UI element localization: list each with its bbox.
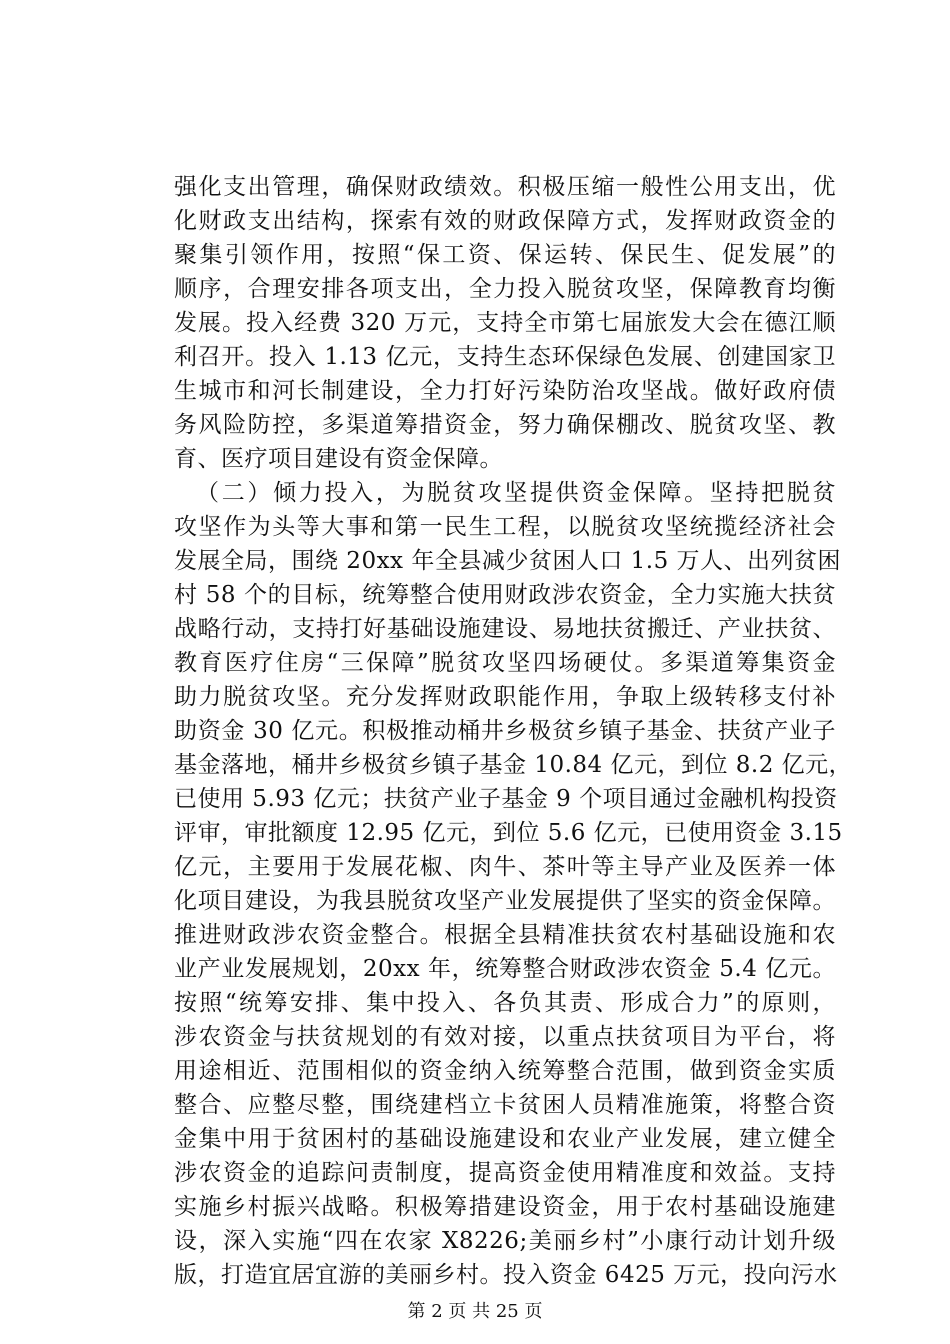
text-line: 强化支出管理，确保财政绩效。积极压缩一般性公用支出，优: [174, 174, 836, 200]
text-line: 评审，审批额度 12.95 亿元，到位 5.6 亿元，已使用资金 3.15: [174, 820, 843, 846]
text-line: 利召开。投入 1.13 亿元，支持生态环保绿色发展、创建国家卫: [174, 344, 836, 370]
text-line: 战略行动，支持打好基础设施建设、易地扶贫搬迁、产业扶贫、: [174, 616, 836, 642]
text-line: 务风险防控，多渠道筹措资金，努力确保棚改、脱贫攻坚、教: [174, 412, 836, 438]
text-line: 实施乡村振兴战略。积极筹措建设资金，用于农村基础设施建: [174, 1194, 836, 1220]
text-line: 助资金 30 亿元。积极推动桶井乡极贫乡镇子基金、扶贫产业子: [174, 718, 836, 744]
text-line: 发展。投入经费 320 万元，支持全市第七届旅发大会在德江顺: [174, 310, 836, 336]
text-line: 涉农资金的追踪问责制度，提高资金使用精准度和效益。支持: [174, 1160, 836, 1186]
section-heading-line: （二）倾力投入，为脱贫攻坚提供资金保障。坚持把脱贫: [196, 480, 836, 506]
text-line: 顺序，合理安排各项支出，全力投入脱贫攻坚，保障教育均衡: [174, 276, 836, 302]
text-line: 化财政支出结构，探索有效的财政保障方式，发挥财政资金的: [174, 208, 836, 234]
text-line: 用途相近、范围相似的资金纳入统筹整合范围，做到资金实质: [174, 1058, 836, 1084]
text-line: 攻坚作为头等大事和第一民生工程，以脱贫攻坚统揽经济社会: [174, 514, 836, 540]
text-line: 化项目建设，为我县脱贫攻坚产业发展提供了坚实的资金保障。: [174, 888, 836, 914]
text-line: 发展全局，围绕 20xx 年全县减少贫困人口 1.5 万人、出列贫困: [174, 548, 842, 574]
text-line: 金集中用于贫困村的基础设施建设和农业产业发展，建立健全: [174, 1126, 836, 1152]
text-line: 生城市和河长制建设，全力打好污染防治攻坚战。做好政府债: [174, 378, 836, 404]
text-line: 亿元，主要用于发展花椒、肉牛、茶叶等主导产业及医养一体: [174, 854, 836, 880]
text-line: 按照“统筹安排、集中投入、各负其责、形成合力”的原则，: [174, 990, 836, 1016]
text-line: 育、医疗项目建设有资金保障。: [174, 446, 503, 472]
text-line: 版，打造宜居宜游的美丽乡村。投入资金 6425 万元，投向污水: [174, 1262, 838, 1288]
page-footer: 第 2 页 共 25 页: [407, 1301, 543, 1322]
text-line: 村 58 个的目标，统筹整合使用财政涉农资金，全力实施大扶贫: [174, 582, 836, 608]
text-line: 业产业发展规划，20xx 年，统筹整合财政涉农资金 5.4 亿元。: [174, 956, 836, 982]
text-line: 教育医疗住房“三保障”脱贫攻坚四场硬仗。多渠道筹集资金: [174, 650, 836, 676]
text-line: 推进财政涉农资金整合。根据全县精准扶贫农村基础设施和农: [174, 922, 836, 948]
text-line: 基金落地，桶井乡极贫乡镇子基金 10.84 亿元，到位 8.2 亿元，: [174, 752, 853, 778]
text-line: 设，深入实施“四在农家 X8226;美丽乡村”小康行动计划升级: [174, 1228, 836, 1254]
text-line: 涉农资金与扶贫规划的有效对接，以重点扶贫项目为平台，将: [174, 1024, 836, 1050]
text-line: 助力脱贫攻坚。充分发挥财政职能作用，争取上级转移支付补: [174, 684, 836, 710]
text-line: 聚集引领作用，按照“保工资、保运转、保民生、促发展”的: [174, 242, 836, 268]
text-line: 已使用 5.93 亿元；扶贫产业子基金 9 个项目通过金融机构投资: [174, 786, 838, 812]
text-line: 整合、应整尽整，围绕建档立卡贫困人员精准施策，将整合资: [174, 1092, 836, 1118]
